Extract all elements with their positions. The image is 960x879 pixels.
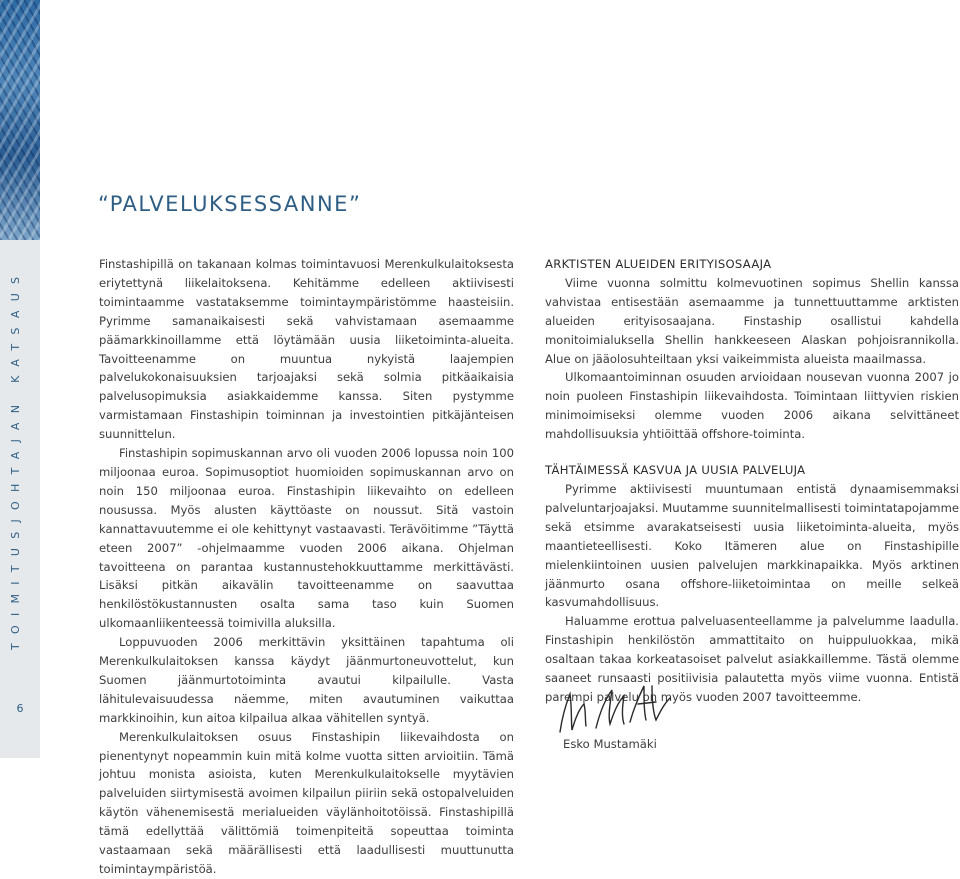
left-column xyxy=(99,255,514,879)
paragraph: Loppuvuoden 2006 merkittävin yksittäinen tapahtuma oli Merenkulkulaitoksen kanssa käydyt jäänmurtoneuvottelut, kun Suomen jäänmurtotoiminta avautui kilpailulle. Vasta lähitulevaisuudessa näemme, miten avautuminen vaikuttaa markkinoihin, kun aitoa kilpailua alkaa vähitellen syntyä. xyxy=(99,635,514,725)
section-side-label: TOIMITUSJOHTAJAN KATSAUS xyxy=(9,267,22,650)
paragraph: Merenkulkulaitoksen osuus Finstashipin liikevaihdosta on pienentynyt nopeammin kuin mitä kolme vuotta sitten arvioitiin. Tämä johtuu monista asioista, kuten Merenkulkulaitokselle myytävien palveluiden siirtymisestä avoimen kilpailun piiriin sekä ostopalveluiden käytön vähenemisestä merialueiden väylänhoitotöissä. Finstashipillä tämä edellyttää välittömiä toimenpiteitä sopeuttaa toiminta vastaamaan sekä määrällisesti että laadullisesti muuttunutta toimintaympäristöä. xyxy=(99,729,514,876)
page-title: “PALVELUKSESSANNE” xyxy=(98,192,362,217)
paragraph: Finstashipin sopimuskannan arvo oli vuoden 2006 lopussa noin 100 miljoonaa euroa. Sopimusoptiot huomioiden sopimuskannan arvo on noin 150 miljoonaa euroa. Finstashipin liikevaihto on edelleen nousussa. Myös alusten käyttöaste on noussut. Sitä vastoin kannattavuutemme ei ole kehittynyt vastaavasti. Terävöitimme ”Täyttä eteen 2007” -ohjelmaamme vuoden 2006 aikana. Ohjelman tavoitteena on parantaa kustannustehokkuuttamme merkittävästi. Lisäksi pitkän aikavälin tavoitteenamme on saavuttaa henkilöstökustannusten osalta sama taso kuin Suomen ulkomaanliikenteessä toimivilla aluksilla. xyxy=(99,446,514,631)
paragraph: Pyrimme aktiivisesti muuntumaan entistä dynaamisemmaksi palveluntarjoajaksi. Muutamme suunnitelmallisesti toimintatapojamme sekä etsimme avarakatseisesti uusia liiketoiminta-alueita, myös maantieteellisesti. Koko Itämeren alue on Finstashipille mielenkiintoinen uusien palvelujen markkinapaikka. Myös arktinen jäänmurto osana offshore-liiketoimintaa on meille selkeä kasvumahdollisuus. xyxy=(545,481,959,610)
side-bar xyxy=(0,0,40,758)
paragraph: Finstashipillä on takanaan kolmas toimintavuosi Merenkulkulaitoksesta eriytettynä liikelaitoksena. Kehitämme edelleen aktiivisesti toimintaamme vastataksemme toimintaympäristömme haasteisiin. Pyrimme samanaikaisesti sekä vahvistamaan asemaamme päämarkkinoillamme että löytämään uusia liiketoiminta-alueita. Tavoitteenamme on muuntua nykyistä laajempien palvelukokonaisuuksien tarjoajaksi sekä solmia pitkäaikaisia palvelusopimuksia asiakkaidemme kanssa. Siten pystymme varmistamaan Finstashipin toiminnan ja investointien pitkäjänteisen suunnittelun. xyxy=(99,257,514,442)
page-number: 6 xyxy=(16,702,24,715)
section-heading-arctic: ARKTISTEN ALUEIDEN ERITYISOSAAJA xyxy=(545,257,772,271)
handwritten-signature xyxy=(552,668,677,740)
section-heading-growth: TÄHTÄIMESSÄ KASVUA JA UUSIA PALVELUJA xyxy=(545,463,806,478)
sea-ice-photo xyxy=(0,0,40,240)
right-column xyxy=(545,255,959,707)
paragraph: Viime vuonna solmittu kolmevuotinen sopimus Shellin kanssa vahvistaa entisestään asemaamme ja tunnettuuttamme arktisten alueiden erityisosaajana. Finstaship osallistui kahdella monitoimialuksella Shellin hankkeeseen Alaskan pohjoisrannikolla. Alue on jääolosuhteiltaan yksi vaikeimmista alueista maailmassa. xyxy=(545,275,959,366)
signer-name: Esko Mustamäki xyxy=(563,737,657,751)
paragraph: Ulkomaantoiminnan osuuden arvioidaan nousevan vuonna 2007 jo noin puoleen Finstashipin liikevaihdosta. Toimintaan liittyvien riskien minimoimiseksi olemme vuoden 2006 aikana selvittäneet mahdollisuuksia yhtiöittää offshore-toiminta. xyxy=(545,370,959,442)
paragraph: Haluamme erottua palveluasenteellamme ja palvelumme laadulla. Finstashipin henkilöstön ammattitaito on huippuluokkaa, mikä osaltaan takaa korkeatasoiset palvelut asiakkaillemme. Tästä olemme saaneet runsaasti positiivisia palautetta myös viime vuonna. Entistä parempi palvelu on myös vuoden 2007 tavoitteemme. xyxy=(545,614,959,704)
